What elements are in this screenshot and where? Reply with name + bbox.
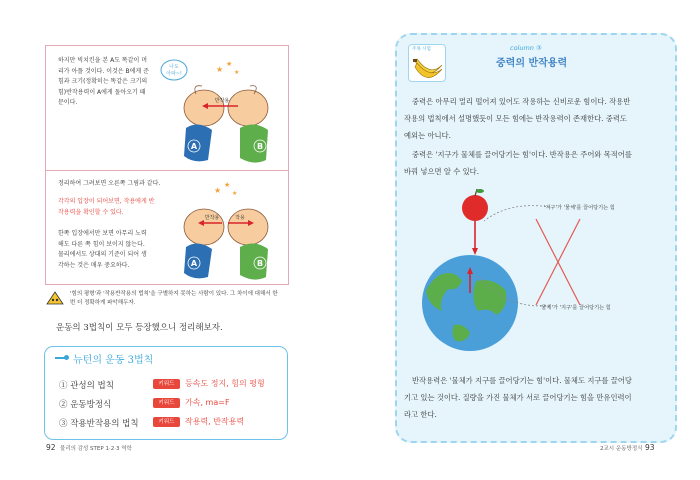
star-icon: ★ [214,186,222,195]
law-1-label: ① 관성의 법칙 [59,381,114,391]
paragraph-1: 중력은 아무리 멀리 떨어져 있어도 작용하는 신비로운 힘이다. 작용반 작용의 법칙에서 설명했듯이 모든 힘에는 반작용력이 존재한다. 중력도 예외는 아니다. [404,97,631,140]
earth-pulls-object-label: '지구'가 '물체'를 끌어당기는 힘 [544,205,615,211]
paragraph-2: 중력은 '지구가 물체를 끌어당기는 힘'이다. 반작용은 주어와 목적어를 바꿔 넣으면 알 수 있다. [404,150,632,176]
law-1-keyword-text: 등속도 정지, 힘의 평형 [185,379,265,388]
law-2-keyword-text: 가속, ma=F [185,398,230,407]
law-2-label: ② 운동방정식 [59,400,112,410]
summary-bullet-dot [64,355,69,360]
right-page-number: 93 [645,443,655,452]
figure-box-1 [45,45,289,172]
speech-line-1: 나도 [169,64,179,70]
intro-sentence: 운동의 3법칙이 모두 등장했으니 정리해보자. [56,323,223,333]
speech-line-2: 아파~! [166,71,182,77]
gravity-diagram [410,185,680,365]
keyword-badge: 키워드 [153,417,180,427]
figure-box-2 [45,170,289,285]
char-b-label: B [256,142,264,151]
action-label: 작용 [235,215,245,221]
column-title: 중력의 반작용력 [496,58,568,69]
newton-laws-summary [44,346,288,440]
summary-title: 뉴턴의 운동 3법칙 [73,355,154,366]
keyword-badge: 키워드 [153,379,180,389]
paragraph-3: 반작용력은 '물체가 지구를 끌어당기는 힘'이다. 물체도 지구를 끌어당 기고 있는 것이다. 질량을 가진 물체가 서로 끌어당기는 힘을 만유인력이 라고 한다. [404,376,632,419]
star-icon: ★ [234,69,240,76]
star-icon: ★ [224,181,231,189]
char-b-label: B [256,259,264,268]
warning-note: '힘의 평형'과 '작용반작용의 법칙'을 구별하지 못하는 사람이 있다. 그 차이에 대해서 한 번 더 정확하게 파악해두자. [70,291,278,306]
left-footer-text: 물리의 감성 STEP 1·2·3 역학 [60,446,132,452]
reaction-arrow-label: 반작용 [214,98,230,104]
law-3-keyword-text: 작용력, 반작용력 [185,417,245,426]
keyword-badge: 키워드 [153,398,180,408]
head-bump-illustration-2 [158,177,286,285]
reaction-label: 반작용 [204,215,220,221]
warning-icon [46,291,64,305]
right-footer-text: 2교시 운동방정식 [600,446,643,452]
char-a-label: A [190,259,198,268]
left-page-number: 92 [46,443,56,452]
column-badge: column ③ [510,44,542,52]
star-icon: ★ [226,60,233,68]
law-3-label: ③ 작용반작용의 법칙 [59,419,139,429]
head-bump-illustration-1 [156,50,286,170]
star-icon: ★ [216,65,224,74]
char-a-label: A [190,142,198,151]
apple-icon [462,189,488,221]
figure2-red-text: 각각의 입장이 되어보면, 작용에게 반 작용력을 확인할 수 있다. [58,198,155,216]
figure2-heading: 정리하여 그려보면 오른쪽 그림과 같다. [58,180,161,187]
column-icon-frame [408,44,446,82]
object-pulls-earth-label: '물체'가 '지구'를 끌어당기는 힘 [540,305,611,311]
banana-icon [412,53,444,81]
star-icon: ★ [232,190,238,197]
icon-caption: 주목 시험 [412,47,431,52]
figure2-text: 한쪽 입장에서만 보면 아무리 노력 해도 다른 쪽 힘이 보이지 않는다. 물리에서도 상대의 기준이 되어 생 각하는 것은 매우 중요하다. [58,230,147,269]
figure1-text: 하지만 빅치킨을 본 A도 똑같이 머 리가 아플 것이다. 이것은 B에게 준 힘과 크기(정확히는 똑같은 크기의 힘)반작용력이 A에게 돌아오기 때 문이다. [58,57,149,106]
